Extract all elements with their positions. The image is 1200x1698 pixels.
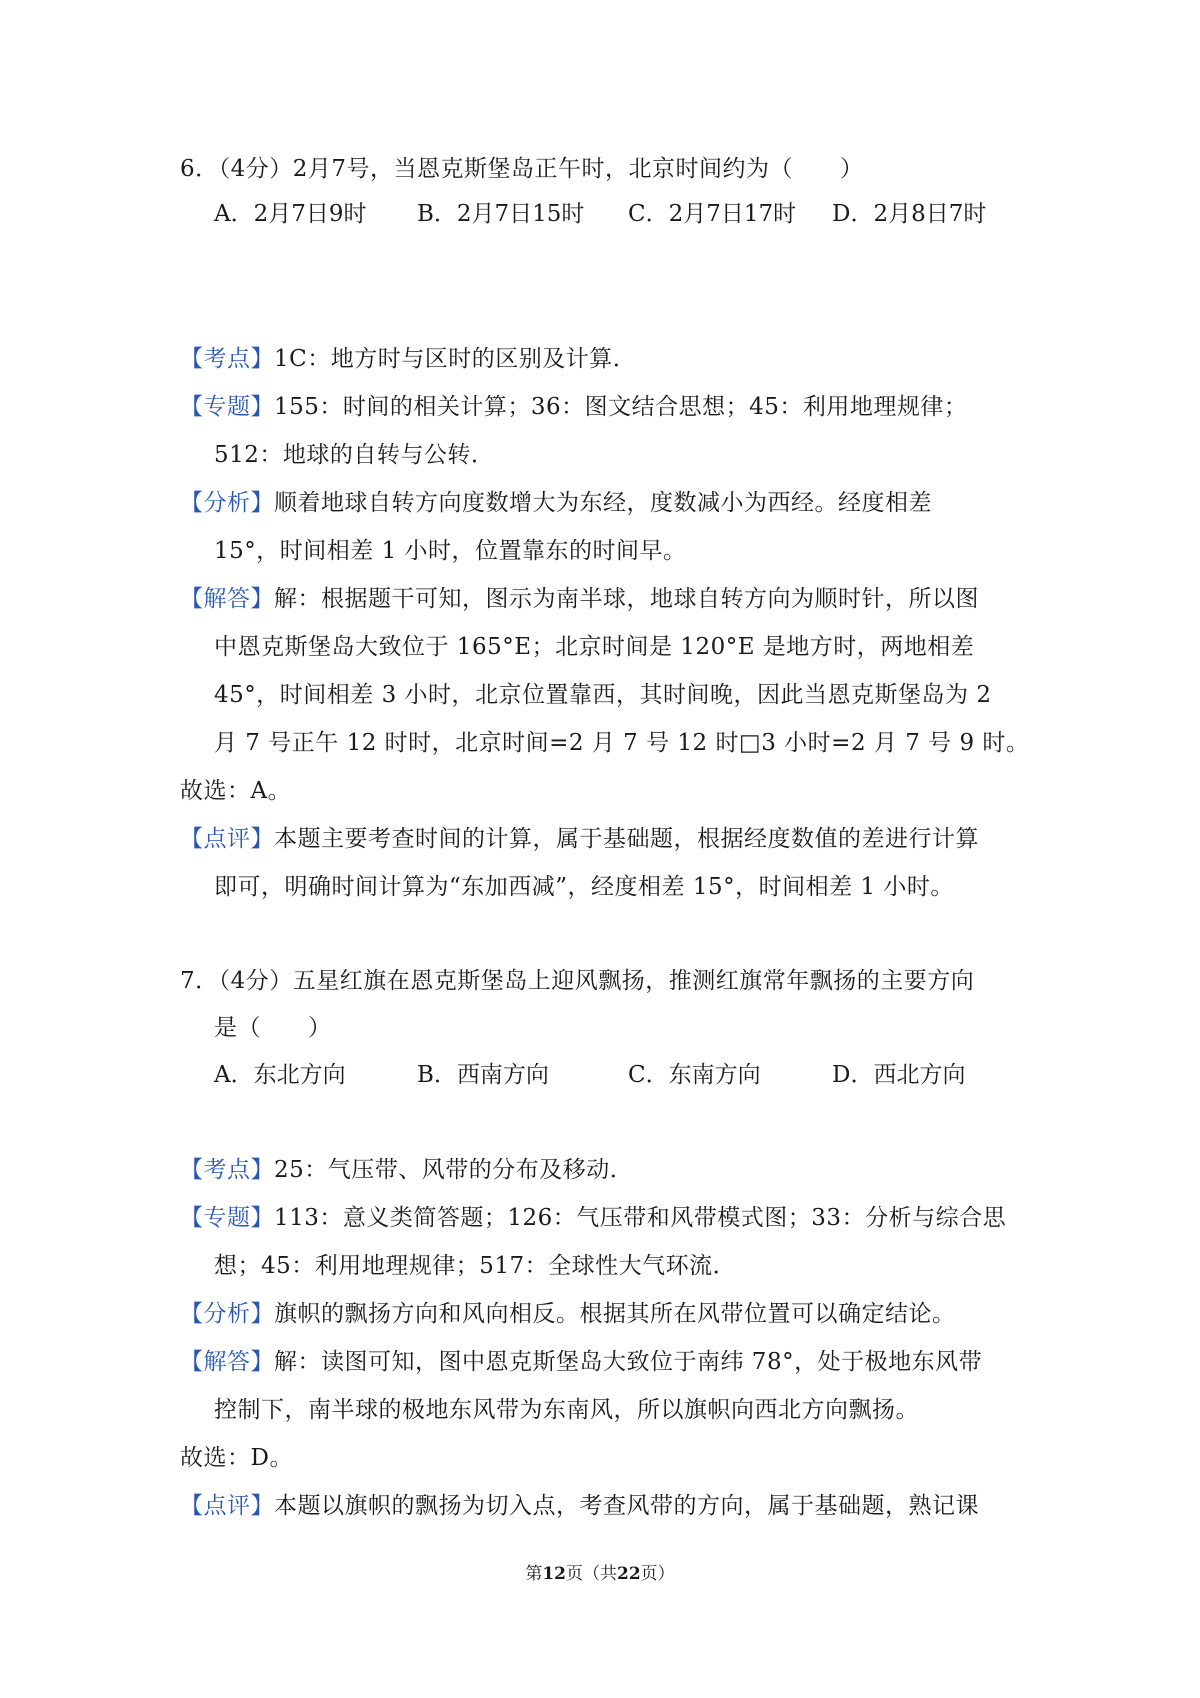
kaodian-line	[180, 1154, 633, 1186]
jieda-text-cont-3: 月 7 号正午 12 时时，北京时间=2 月 7 号 12 时□3 小时=2 月 7 号 9 时。	[214, 730, 1030, 756]
option-c: C．2月7日17时	[628, 201, 797, 227]
jieda-text-cont: 控制下，南半球的极地东风带为东南风，所以旗帜向西北方向飘扬。	[214, 1397, 919, 1423]
jieda-line	[180, 583, 979, 615]
zhuanti-line	[180, 391, 967, 423]
kaodian-text: 25：气压带、风带的分布及移动．	[274, 1157, 634, 1183]
jieda-tag: 【解答】	[180, 1349, 274, 1375]
kaodian-text: 1C：地方时与区时的区别及计算．	[274, 346, 637, 372]
footer-suffix: 页）	[640, 1564, 675, 1584]
option-b: B．2月7日15时	[417, 201, 585, 227]
answer-choice: 故选：D。	[180, 1445, 293, 1471]
jieda-text-cont-1: 中恩克斯堡岛大致位于 165°E；北京时间是 120°E 是地方时，两地相差	[214, 634, 975, 660]
fenxi-tag: 【分析】	[180, 1301, 274, 1327]
zhuanti-tag: 【专题】	[180, 1205, 274, 1231]
jieda-line	[180, 1346, 982, 1378]
question-7-stem-cont: 是（ ）	[214, 1015, 332, 1041]
zhuanti-tag: 【专题】	[180, 394, 274, 420]
dianping-text: 本题主要考查时间的计算，属于基础题，根据经度数值的差进行计算	[274, 826, 979, 852]
dianping-line	[180, 823, 979, 855]
jieda-text: 解：根据题干可知，图示为南半球，地球自转方向为顺时针，所以图	[274, 586, 979, 612]
fenxi-tag: 【分析】	[180, 490, 274, 516]
jieda-tag: 【解答】	[180, 586, 274, 612]
fenxi-line	[180, 487, 932, 519]
jieda-text: 解：读图可知，图中恩克斯堡岛大致位于南纬 78°，处于极地东风带	[274, 1349, 983, 1375]
option-d: D．2月8日7时	[832, 201, 987, 227]
option-d: D．西北方向	[832, 1062, 966, 1088]
dianping-text-cont: 即可，明确时间计算为“东加西减”，经度相差 15°，时间相差 1 小时。	[214, 874, 954, 900]
page-number: 12	[542, 1564, 566, 1584]
total-pages: 22	[617, 1564, 641, 1584]
option-c: C．东南方向	[628, 1062, 761, 1088]
zhuanti-text: 155：时间的相关计算；36：图文结合思想；45：利用地理规律；	[274, 394, 968, 420]
dianping-tag: 【点评】	[180, 826, 274, 852]
fenxi-text: 旗帜的飘扬方向和风向相反。根据其所在风带位置可以确定结论。	[274, 1301, 956, 1327]
question-7-stem: 7．（4分）五星红旗在恩克斯堡岛上迎风飘扬，推测红旗常年飘扬的主要方向	[180, 968, 975, 994]
jieda-text-cont-2: 45°，时间相差 3 小时，北京位置靠西，其时间晚，因此当恩克斯堡岛为 2	[214, 682, 992, 708]
dianping-text: 本题以旗帜的飘扬为切入点，考查风带的方向，属于基础题，熟记课	[274, 1493, 979, 1519]
fenxi-text: 顺着地球自转方向度数增大为东经，度数减小为西经。经度相差	[274, 490, 932, 516]
footer-mid: 页（共	[566, 1564, 617, 1584]
option-a: A．2月7日9时	[214, 201, 367, 227]
kaodian-line	[180, 343, 636, 375]
page-footer	[0, 1562, 1200, 1586]
option-b: B．西南方向	[417, 1062, 549, 1088]
question-6-stem: 6．（4分）2月7号，当恩克斯堡岛正午时，北京时间约为（ ）	[180, 156, 864, 182]
footer-prefix: 第	[525, 1564, 543, 1584]
kaodian-tag: 【考点】	[180, 346, 274, 372]
dianping-line	[180, 1490, 979, 1522]
zhuanti-text-cont: 512：地球的自转与公转．	[214, 442, 495, 468]
dianping-tag: 【点评】	[180, 1493, 274, 1519]
option-a: A．东北方向	[214, 1062, 346, 1088]
fenxi-text-cont: 15°，时间相差 1 小时，位置靠东的时间早。	[214, 538, 687, 564]
zhuanti-text: 113：意义类简答题；126：气压带和风带模式图；33：分析与综合思	[274, 1205, 1007, 1231]
zhuanti-text-cont: 想；45：利用地理规律；517：全球性大气环流．	[214, 1253, 737, 1279]
kaodian-tag: 【考点】	[180, 1157, 274, 1183]
fenxi-line	[180, 1298, 956, 1330]
answer-choice: 故选：A。	[180, 778, 292, 804]
zhuanti-line	[180, 1202, 1006, 1234]
